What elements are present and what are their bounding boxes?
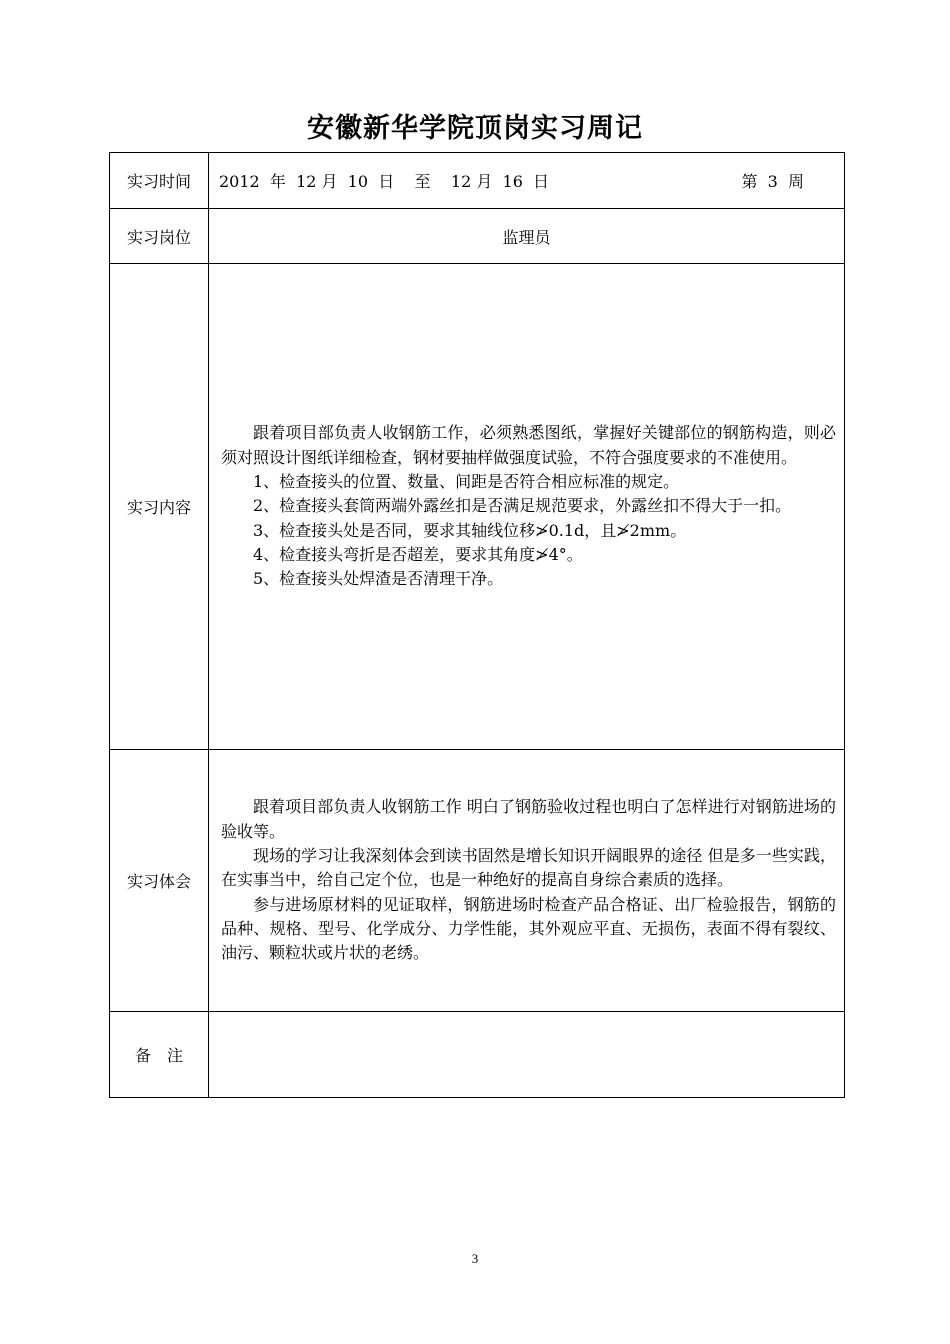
week-number: 第 3 周 bbox=[741, 172, 804, 191]
content-row bbox=[110, 264, 845, 750]
remarks-label: 备注 bbox=[110, 1012, 209, 1098]
content-cell bbox=[209, 264, 845, 750]
experience-paragraph: 现场的学习让我深刻体会到读书固然是增长知识开阔眼界的途径 但是多一些实践，在实事当中，给自己定个位，也是一种绝好的提高自身综合素质的选择。 bbox=[221, 846, 836, 890]
experience-cell bbox=[209, 750, 845, 1012]
content-label: 实习内容 bbox=[110, 264, 209, 750]
experience-paragraph: 参与进场原材料的见证取样，钢筋进场时检查产品合格证、出厂检验报告，钢筋的品种、规格、型号、化学成分、力学性能，其外观应平直、无损伤，表面不得有裂纹、油污、颗粒状或片状的老绣。 bbox=[221, 894, 836, 963]
document-title: 安徽新华学院顶岗实习周记 bbox=[307, 113, 643, 144]
content-paragraph: 2、检查接头套筒两端外露丝扣是否满足规范要求，外露丝扣不得大于一扣。 bbox=[253, 496, 792, 516]
experience-paragraph: 跟着项目部负责人收钢筋工作 明白了钢筋验收过程也明白了怎样进行对钢筋进场的验收等。 bbox=[221, 797, 836, 841]
content-paragraph: 跟着项目部负责人收钢筋工作，必须熟悉图纸，掌握好关键部位的钢筋构造，则必须对照设计图纸详细检查，钢材要抽样做强度试验，不符合强度要求的不准使用。 bbox=[221, 423, 836, 467]
content-paragraph: 5、检查接头处焊渣是否清理干净。 bbox=[253, 569, 504, 589]
journal-table bbox=[109, 152, 845, 1098]
content-paragraph: 4、检查接头弯折是否超差，要求其角度≯4°。 bbox=[253, 544, 583, 564]
time-range: 2012 年 12 月 10 日 至 12 月 16 日 bbox=[219, 172, 550, 191]
position-value: 监理员 bbox=[209, 209, 845, 264]
experience-text bbox=[209, 795, 844, 965]
position-label: 实习岗位 bbox=[110, 209, 209, 264]
time-label: 实习时间 bbox=[110, 153, 209, 209]
content-paragraph: 1、检查接头的位置、数量、间距是否符合相应标准的规定。 bbox=[253, 472, 680, 492]
remarks-value bbox=[209, 1012, 845, 1098]
content-paragraph: 3、检查接头处是否同，要求其轴线位移≯0.1d，且≯2mm。 bbox=[253, 520, 687, 540]
remarks-row bbox=[110, 1012, 845, 1098]
page-number: 3 bbox=[471, 1251, 479, 1266]
experience-row bbox=[110, 750, 845, 1012]
experience-label: 实习体会 bbox=[110, 750, 209, 1012]
time-cell bbox=[209, 153, 845, 209]
content-text bbox=[209, 421, 844, 591]
time-row bbox=[110, 153, 845, 209]
position-row bbox=[110, 209, 845, 264]
